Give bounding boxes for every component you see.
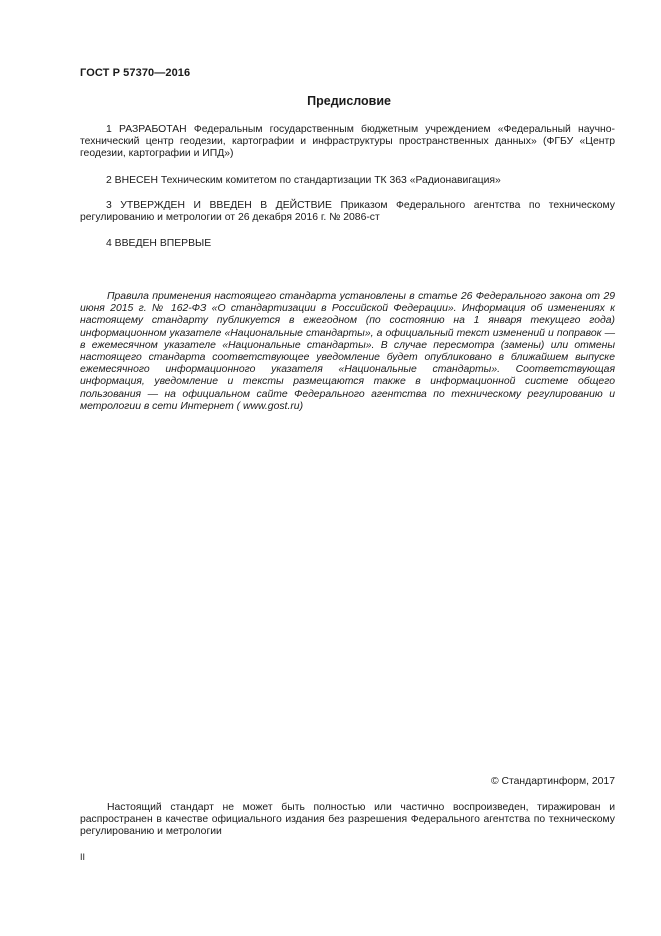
standard-code: ГОСТ Р 57370—2016 — [80, 67, 191, 79]
item-number: 3 — [106, 200, 112, 211]
foreword-item-3 — [80, 200, 615, 224]
item-number: 4 — [106, 238, 112, 249]
item-number: 1 — [106, 124, 112, 135]
item-text: ВВЕДЕН ВПЕРВЫЕ — [114, 238, 212, 249]
foreword-item-1 — [80, 124, 615, 160]
reproduction-notice: Настоящий стандарт не может быть полностью или частично воспроизведен, тиражирован и распространен в качестве официального издания без разрешения Федерального агентства по техническому регулированию и метрологии — [80, 802, 615, 838]
item-text: РАЗРАБОТАН Федеральным государственным бюджетным учреждением «Федеральный научно-технический центр геодезии, картографии и инфраструктуры пространственных данных» (ФГБУ «Центр геодезии, картографии и ИПД») — [80, 124, 616, 159]
foreword-item-4 — [80, 238, 615, 250]
item-number: 2 — [106, 175, 112, 186]
rules-paragraph: Правила применения настоящего стандарта установлены в статье 26 Федерального закона от 29 июня 2015 г. № 162-ФЗ «О стандартизации в Российской Федерации». Информация об изменениях к настоящему стандарту публикуется в ежегодном (по состоянию на 1 января текущего года) информационном указателе «Национальные стандарты», а официальный текст изменений и поправок — в ежемесячном указателе «Национальные стандарты». В случае пересмотра (замены) или отмены настоящего стандарта соответствующее уведомление будет опубликовано в ближайшем выпуске ежемесячного информационного указателя «Национальные стандарты». Соответствующая информация, уведомление и тексты размещаются также в информационной системе общего пользования — на официальном сайте Федерального агентства по техническому регулированию и метрологии в сети Интернет ( www.gost.ru) — [80, 291, 615, 412]
foreword-item-2 — [80, 175, 615, 187]
page-title: Предисловие — [307, 94, 391, 108]
page-number: II — [80, 852, 86, 862]
item-text: УТВЕРЖДЕН И ВВЕДЕН В ДЕЙСТВИЕ Приказом Федерального агентства по техническому регулированию и метрологии от 26 декабря 2016 г. № 2086-ст — [80, 200, 615, 223]
item-text: ВНЕСЕН Техническим комитетом по стандартизации ТК 363 «Радионавигация» — [114, 175, 501, 186]
copyright-line: © Стандартинформ, 2017 — [490, 776, 615, 787]
